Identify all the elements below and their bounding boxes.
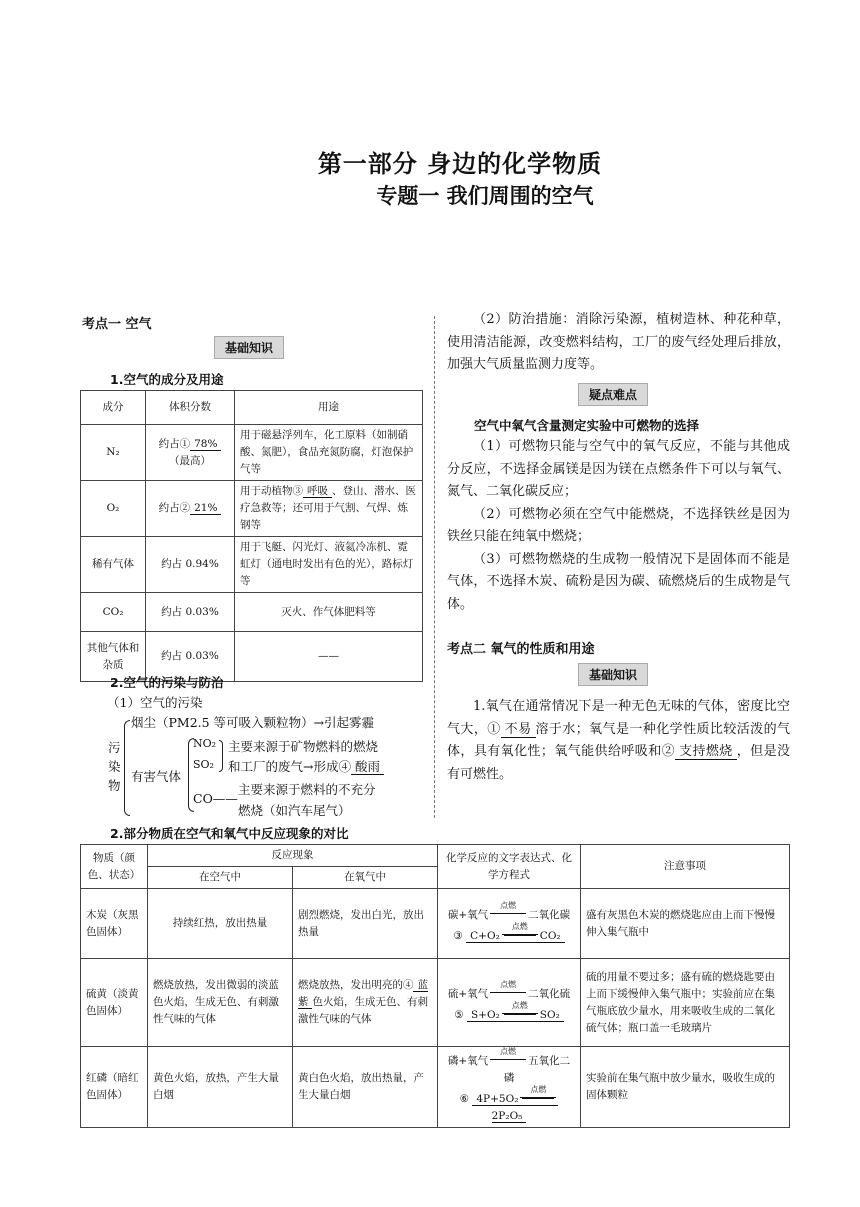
cell-notes: 盛有灰黑色木炭的燃烧匙应由上而下慢慢伸入集气瓶中 (581, 889, 790, 959)
cell-use: 灭火、作气体肥料等 (235, 593, 423, 632)
eq-left: C+O₂ (470, 929, 500, 942)
source-line-2 (228, 757, 384, 775)
cell-notes: 硫的用量不要过多；盛有硫的燃烧匙要由上而下缓慢伸入集气瓶中；实验前应在集气瓶底放少量水，用来吸收生成的二氧化硫气体；瓶口盖一毛玻璃片 (581, 959, 790, 1047)
equals-icon (502, 921, 538, 935)
cell-air: 持续红热，放出热量 (147, 889, 292, 959)
pollutant-label (108, 738, 124, 795)
label-char: 物 (108, 778, 121, 793)
th-notes: 注意事项 (581, 845, 790, 889)
pollution-heading: （1）空气的污染 (107, 695, 203, 710)
use-post: 、登山、潜水、医疗急救等；还可用于气割、气焊、炼钢等 (240, 485, 416, 531)
th-fraction: 体积分数 (146, 391, 235, 425)
oxygen-paragraph (447, 696, 790, 786)
subsection-3: 2.部分物质在空气和氧气中反应现象的对比 (110, 826, 349, 841)
cell-equation (438, 1047, 581, 1128)
answer-5-color: 蓝紫 (297, 979, 428, 1008)
column-divider (434, 316, 435, 818)
air-composition-table (80, 390, 423, 682)
section1-title: 考点一 空气 (82, 317, 152, 332)
so2-label: SO₂ (193, 758, 214, 771)
answer-1: 78% (190, 438, 221, 451)
table-row (81, 1047, 790, 1128)
arrow-icon (490, 900, 526, 914)
source-line-1: 主要来源于矿物燃料的燃烧 (228, 739, 379, 754)
th-use: 用途 (235, 391, 423, 425)
condition: 点燃 (511, 1000, 528, 1010)
label-char: 污 (108, 740, 121, 755)
cell-name: N₂ (81, 425, 146, 481)
difficult-title: 空气中氧气含量测定实验中可燃物的选择 (474, 418, 700, 433)
answer-equation (472, 1085, 558, 1123)
word-right: 二氧化碳 (528, 908, 571, 921)
co-line-1: 主要来源于燃料的不充分 (238, 782, 376, 797)
condition: 点燃 (500, 979, 517, 989)
word-right: 五氧化二磷 (503, 1055, 571, 1084)
fraction-pre: 约占② (158, 502, 191, 514)
equals-icon (520, 1087, 556, 1098)
condition: 点燃 (500, 900, 517, 910)
answer-2: 21% (190, 502, 221, 515)
co-line-2: 燃烧（如汽车尾气） (238, 803, 351, 818)
answer-3: 呼吸 (303, 485, 332, 498)
cell-air: 燃烧放热，发出微弱的淡蓝色火焰，生成无色、有刺激性气味的气体 (147, 959, 292, 1047)
eq-right: CO₂ (539, 929, 561, 942)
part-title: 第一部分 身边的化学物质 (317, 150, 603, 178)
cell-substance: 木炭（灰黑色固体） (81, 889, 148, 959)
equals-icon (502, 1000, 538, 1014)
answer-equation (466, 921, 565, 943)
cell-air: 黄色火焰，放热，产生大量白烟 (147, 1047, 292, 1128)
o2-pre: 燃烧放热，发出明亮的④ (297, 979, 414, 991)
cell-use (235, 481, 423, 537)
cell-name: O₂ (81, 481, 146, 537)
cell-substance: 红磷（暗红色固体） (81, 1047, 148, 1128)
no2-label: NO₂ (193, 737, 217, 750)
answer-4: 酸雨 (351, 759, 384, 775)
cell-fraction: 约占 0.03% (146, 593, 235, 632)
o2-mid: 溶于水；氧气是一种化学性质比较活泼的气体，具有氧化性；氧气能供给呼吸和② (447, 721, 790, 759)
reaction-table (80, 844, 790, 1128)
table-row (81, 959, 790, 1047)
cell-use: 用于飞艇、闪光灯、液氦冷冻机、霓虹灯（通电时发出有色的光），路标灯等 (235, 537, 423, 593)
th-in-o2: 在氧气中 (292, 867, 437, 889)
subsection-2: 2.空气的污染与防治 (110, 675, 224, 690)
table-row (81, 481, 423, 537)
cell-fraction: 约占 0.94% (146, 537, 235, 593)
o2-post: 色火焰，生成无色、有刺激性气味的气体 (297, 996, 428, 1025)
fraction-post: （最高） (169, 454, 211, 467)
harmful-gas-label: 有害气体 (131, 769, 182, 784)
difficult-point-2: （2）可燃物必须在空气中能燃烧，不选择铁丝是因为铁丝只能在纯氧中燃烧； (447, 506, 790, 544)
badge-difficult: 疑点难点 (578, 383, 648, 406)
cell-o2 (292, 959, 437, 1047)
badge-basic-1: 基础知识 (214, 336, 284, 359)
condition: 点燃 (511, 921, 528, 931)
cell-fraction (146, 481, 235, 537)
table-row (81, 593, 423, 632)
badge-basic-2: 基础知识 (578, 663, 648, 686)
difficult-point-1: （1）可燃物只能与空气中的氧气反应，不能与其他成分反应，不选择金属镁是因为镁在点燃条件下可以与氧气、氮气、二氧化碳反应； (447, 439, 790, 499)
cell-use: —— (235, 632, 423, 682)
th-equation: 化学反应的文字表达式、化学方程式 (438, 845, 581, 889)
cell-notes: 实验前在集气瓶中放少量水，吸收生成的固体颗粒 (581, 1047, 790, 1128)
eq-left: S+O₂ (470, 1008, 500, 1021)
cell-use: 用于磁悬浮列车，化工原料（如制硝酸、氮肥），食品充氮防腐，灯泡保护气等 (235, 425, 423, 481)
table-row (81, 425, 423, 481)
brace-outer (124, 720, 130, 816)
th-in-air: 在空气中 (147, 867, 292, 889)
cell-substance: 硫黄（淡黄色固体） (81, 959, 148, 1047)
table-row (81, 537, 423, 593)
cell-fraction: 约占 0.03% (146, 632, 235, 682)
cell-fraction (146, 425, 235, 481)
subsection-1: 1.空气的成分及用途 (110, 372, 224, 387)
brace-small (219, 740, 223, 772)
answer-num: ⑥ (459, 1093, 470, 1105)
word-left: 碳+氧气 (447, 908, 489, 921)
condition: 点燃 (530, 1085, 547, 1094)
arrow-icon (490, 1049, 526, 1060)
th-component: 成分 (81, 391, 146, 425)
cell-equation (438, 889, 581, 959)
co-label: CO—— (193, 791, 238, 806)
section2-title: 考点二 氧气的性质和用途 (447, 642, 595, 657)
right-column (447, 309, 790, 377)
cell-name: 其他气体和杂质 (81, 632, 146, 682)
cell-o2: 剧烈燃烧，发出白光，放出热量 (292, 889, 437, 959)
answer-num: ⑤ (454, 1008, 464, 1021)
cell-o2: 黄白色火焰，放出热量，产生大量白烟 (292, 1047, 437, 1128)
answer-num: ③ (453, 929, 463, 942)
th-phenomenon: 反应现象 (147, 845, 437, 867)
difficult-body (447, 436, 790, 616)
th-substance: 物质（颜色、状态） (81, 845, 148, 889)
cell-name: 稀有气体 (81, 537, 146, 593)
use-pre: 用于动植物③ (240, 485, 303, 497)
word-left: 硫+氧气 (447, 987, 489, 1000)
cell-equation (438, 959, 581, 1047)
fraction-pre: 约占① (158, 437, 191, 450)
o2-pre: 1.氧气在通常情况下是一种无色无味的气体，密度比空气大，① (447, 699, 790, 737)
answer-o2-1: 不易 (501, 722, 536, 738)
condition: 点燃 (500, 1047, 517, 1056)
smoke-line: 烟尘（PM2.5 等可吸入颗粒物）→引起雾霾 (131, 715, 375, 730)
o2-post: ，但是没有可燃性。 (447, 744, 790, 782)
eq-right: SO₂ (539, 1008, 560, 1021)
answer-equation (467, 1000, 564, 1022)
topic-title: 专题一 我们周围的空气 (376, 184, 594, 208)
word-left: 磷+氧气 (447, 1055, 489, 1067)
source-line-2-pre: 和工厂的废气→形成④ (228, 759, 351, 774)
table-row (81, 889, 790, 959)
difficult-point-3: （3）可燃物燃烧的生成物一般情况下是固体而不能是气体，不选择木炭、硫粉是因为碳、硫燃烧后的生成物是气体。 (447, 551, 790, 612)
label-char: 染 (108, 759, 121, 774)
measures-paragraph: （2）防治措施：消除污染源，植树造林、种花种草，使用清洁能源，改变燃料结构，工厂的废气经处理后排放，加强大气质量监测力度等。 (447, 312, 790, 372)
eq-left: 4P+5O₂ (476, 1093, 519, 1105)
cell-name: CO₂ (81, 593, 146, 632)
word-right: 二氧化硫 (528, 987, 571, 1000)
arrow-icon (490, 979, 526, 993)
answer-o2-2: 支持燃烧 (675, 744, 737, 760)
eq-right: 2P₂O₅ (491, 1110, 523, 1122)
